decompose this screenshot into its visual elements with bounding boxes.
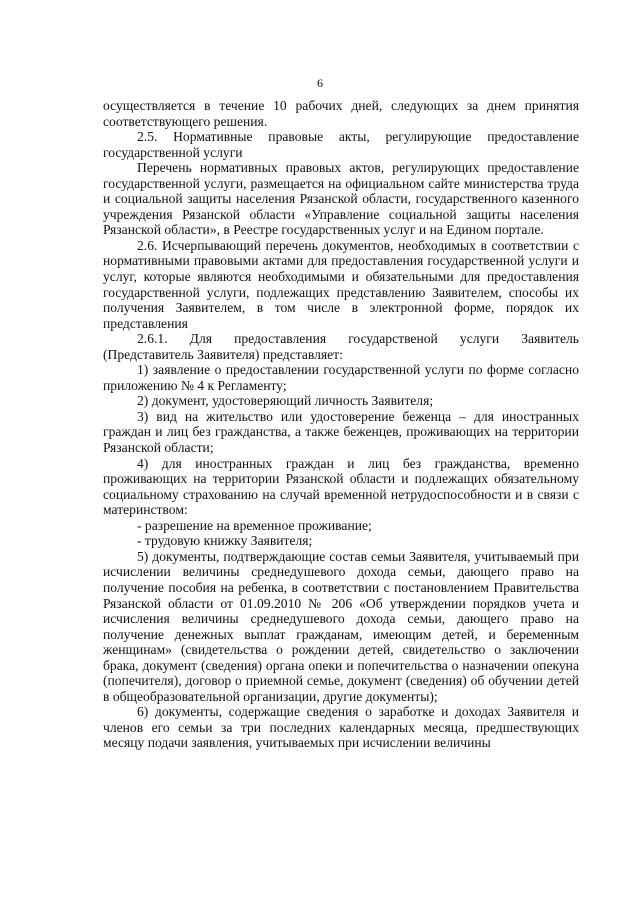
document-body <box>103 98 579 751</box>
paragraph: 5) документы, подтверждающие состав семьи Заявителя, учитываемый при исчислении величины среднедушевого дохода семьи, дающего право на получение пособия на ребенка, в соответствии с постановлением Правительства Рязанской области от 01.09.2010 № 206 «Об утверждении порядков учета и исчисления величины среднедушевого дохода семьи, дающего право на получение денежных выплат гражданам, имеющим детей, и беременным женщинам» (свидетельства о рождении детей, свидетельство о заключении брака, документ (сведения) органа опеки и попечительства о назначении опекуна (попечителя), договор о приемной семье, документ (сведения) об обучении детей в общеобразовательной организации, другие документы); <box>103 548 579 704</box>
paragraph: - трудовую книжку Заявителя; <box>137 533 313 549</box>
paragraph: 4) для иностранных граждан и лиц без гражданства, временно проживающих на территории Рязанской области и подлежащих обязательному социальному страхованию на случай временной нетрудоспособности и в связи с материнством: <box>103 455 579 518</box>
paragraph: Перечень нормативных правовых актов, регулирующих предоставление государственной услуги, размещается на официальном сайте министерства труда и социальной защиты населения Рязанской области, государственного казенного учреждения Рязанской области «Управление социальной защиты населения Рязанской области», в Реестре государственных услуг и на Едином портале. <box>103 160 579 238</box>
paragraph: 3) вид на жительство или удостоверение беженца – для иностранных граждан и лиц без гражданства, а также беженцев, проживающих на территории Рязанской области; <box>103 408 579 456</box>
paragraph: 2.5. Нормативные правовые акты, регулирующие предоставление государственной услуги <box>103 129 579 160</box>
paragraph: 6) документы, содержащие сведения о заработке и доходах Заявителя и членов его семьи за три последних календарных месяца, предшествующих месяцу подачи заявления, учитываемых при исчислении величины <box>103 704 579 751</box>
paragraph: 1) заявление о предоставлении государственной услуги по форме согласно приложению № 4 к Регламенту; <box>103 362 579 393</box>
paragraph: осуществляется в течение 10 рабочих дней, следующих за днем принятия соответствующего решения. <box>103 98 579 129</box>
paragraph: 2) документ, удостоверяющий личность Заявителя; <box>137 393 434 409</box>
paragraph: - разрешение на временное проживание; <box>137 517 372 533</box>
paragraph: 2.6.1. Для предоставления государственой услуги Заявитель (Представитель Заявителя) представляет: <box>103 331 579 362</box>
paragraph: 2.6. Исчерпывающий перечень документов, необходимых в соответствии с нормативными правовыми актами для предоставления государственной услуги и услуг, которые являются необходимыми и обязательными для предоставления государственной услуги, подлежащих представлению Заявителем, способы их получения Заявителем, в том числе в электронной форме, порядок их представления <box>103 237 579 331</box>
page-number: 6 <box>317 76 323 90</box>
